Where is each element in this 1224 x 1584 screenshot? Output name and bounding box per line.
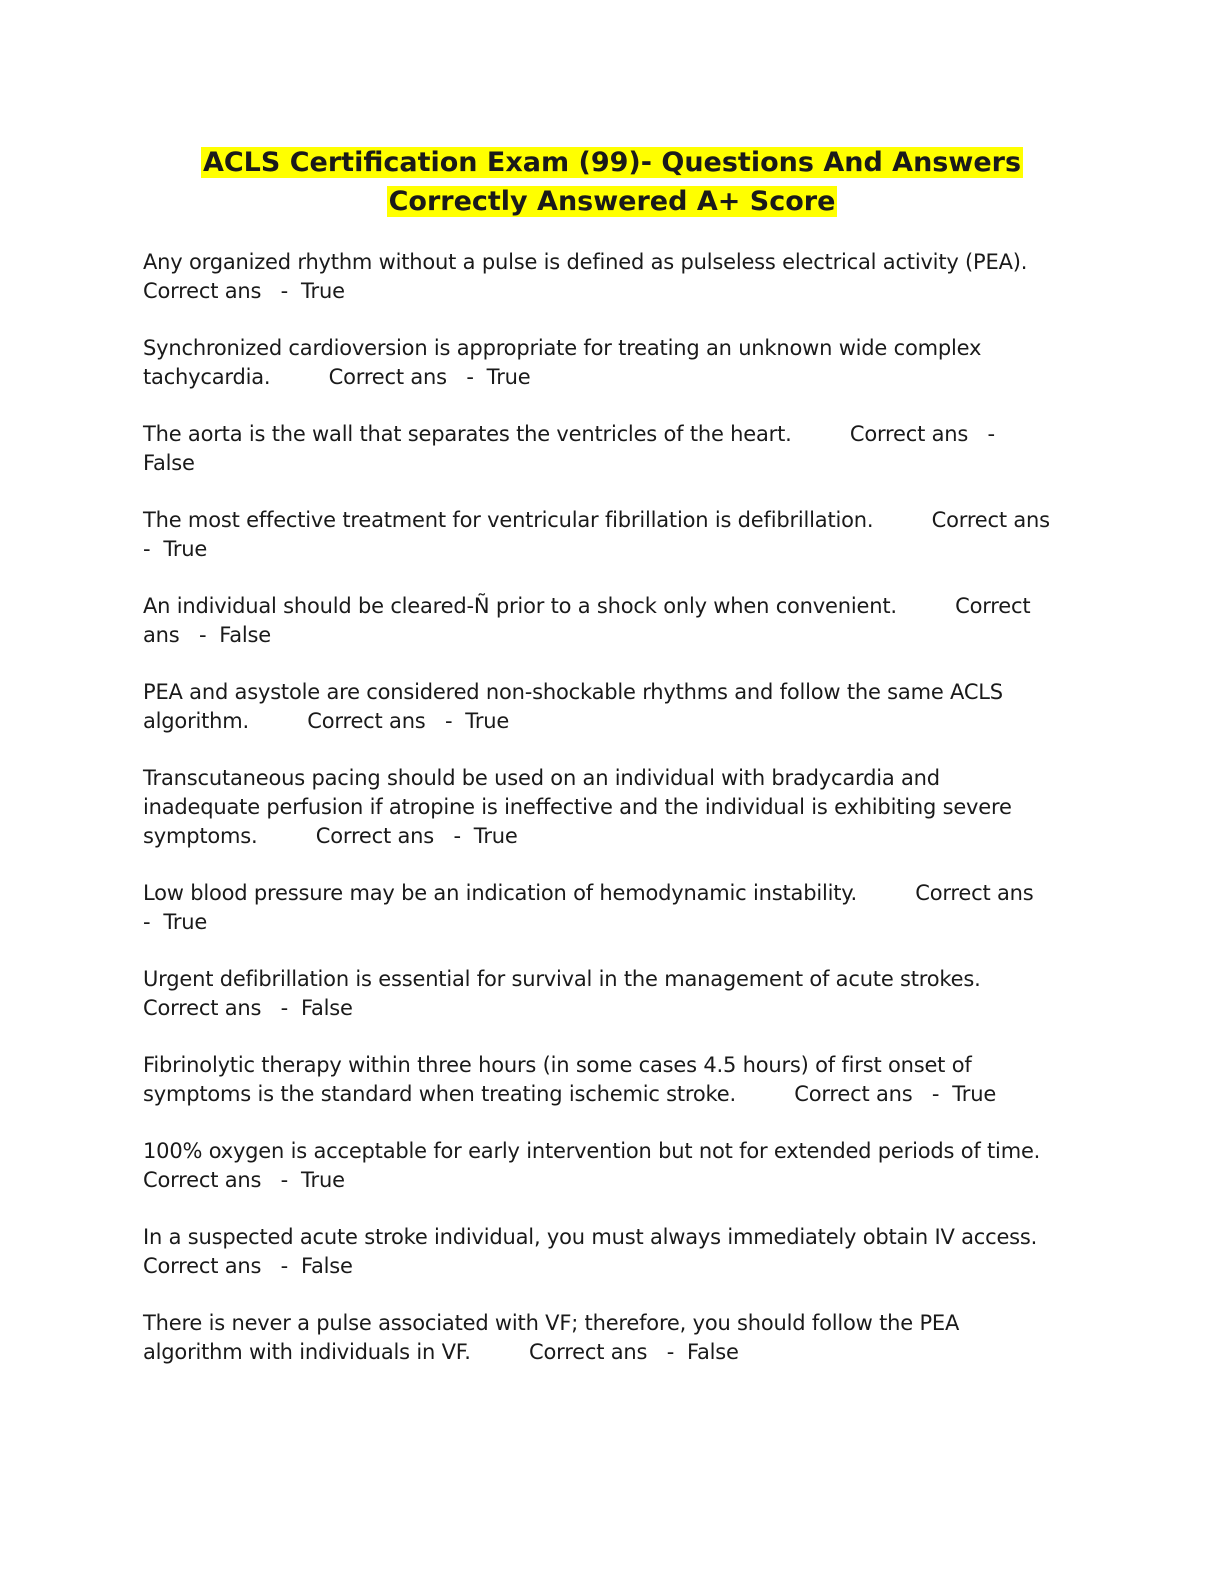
qa-item: [143, 1137, 1078, 1195]
qa-item: [143, 420, 1078, 478]
qa-item: [143, 1309, 1078, 1367]
qa-line: tachycardia. Correct ans - True: [143, 365, 531, 389]
qa-line: Any organized rhythm without a pulse is defined as pulseless electrical activity (PEA).: [143, 250, 1028, 274]
qa-line: algorithm. Correct ans - True: [143, 709, 510, 733]
qa-line: Correct ans - False: [143, 1254, 353, 1278]
qa-line: False: [143, 451, 195, 475]
qa-line: Urgent defibrillation is essential for survival in the management of acute strokes.: [143, 967, 981, 991]
qa-line: Low blood pressure may be an indication of hemodynamic instability. Correct ans: [143, 881, 1034, 905]
qa-line: Synchronized cardioversion is appropriate for treating an unknown wide complex: [143, 336, 982, 360]
qa-line: - True: [143, 910, 208, 934]
qa-line: Transcutaneous pacing should be used on an individual with bradycardia and: [143, 766, 940, 790]
title-highlight: Correctly Answered A+ Score: [388, 186, 836, 217]
qa-item: [143, 334, 1078, 392]
qa-line: Correct ans - True: [143, 1168, 345, 1192]
qa-item: [143, 1051, 1078, 1109]
qa-line: algorithm with individuals in VF. Correct ans - False: [143, 1340, 739, 1364]
qa-line: symptoms is the standard when treating ischemic stroke. Correct ans - True: [143, 1082, 997, 1106]
document-title: [0, 143, 1224, 221]
qa-item: [143, 879, 1078, 937]
qa-line: 100% oxygen is acceptable for early intervention but not for extended periods of time.: [143, 1139, 1041, 1163]
qa-item: [143, 965, 1078, 1023]
qa-list: [143, 248, 1078, 1395]
qa-item: [143, 678, 1078, 736]
qa-item: [143, 764, 1078, 851]
qa-line: symptoms. Correct ans - True: [143, 824, 518, 848]
qa-item: [143, 1223, 1078, 1281]
qa-line: The aorta is the wall that separates the ventricles of the heart. Correct ans -: [143, 422, 995, 446]
title-line: [0, 182, 1224, 221]
qa-line: Correct ans - False: [143, 996, 353, 1020]
title-highlight: ACLS Certification Exam (99)- Questions And Answers: [202, 147, 1022, 178]
qa-item: [143, 506, 1078, 564]
qa-line: An individual should be cleared-Ñ prior to a shock only when convenient. Correct: [143, 594, 1031, 618]
qa-item: [143, 248, 1078, 306]
qa-line: - True: [143, 537, 208, 561]
qa-line: PEA and asystole are considered non-shockable rhythms and follow the same ACLS: [143, 680, 1003, 704]
qa-item: [143, 592, 1078, 650]
qa-line: There is never a pulse associated with VF; therefore, you should follow the PEA: [143, 1311, 960, 1335]
qa-line: inadequate perfusion if atropine is ineffective and the individual is exhibiting severe: [143, 795, 1012, 819]
qa-line: Fibrinolytic therapy within three hours (in some cases 4.5 hours) of first onset of: [143, 1053, 972, 1077]
qa-line: In a suspected acute stroke individual, you must always immediately obtain IV access.: [143, 1225, 1038, 1249]
qa-line: Correct ans - True: [143, 279, 345, 303]
title-line: [0, 143, 1224, 182]
qa-line: The most effective treatment for ventricular fibrillation is defibrillation. Correct ans: [143, 508, 1050, 532]
qa-line: ans - False: [143, 623, 271, 647]
